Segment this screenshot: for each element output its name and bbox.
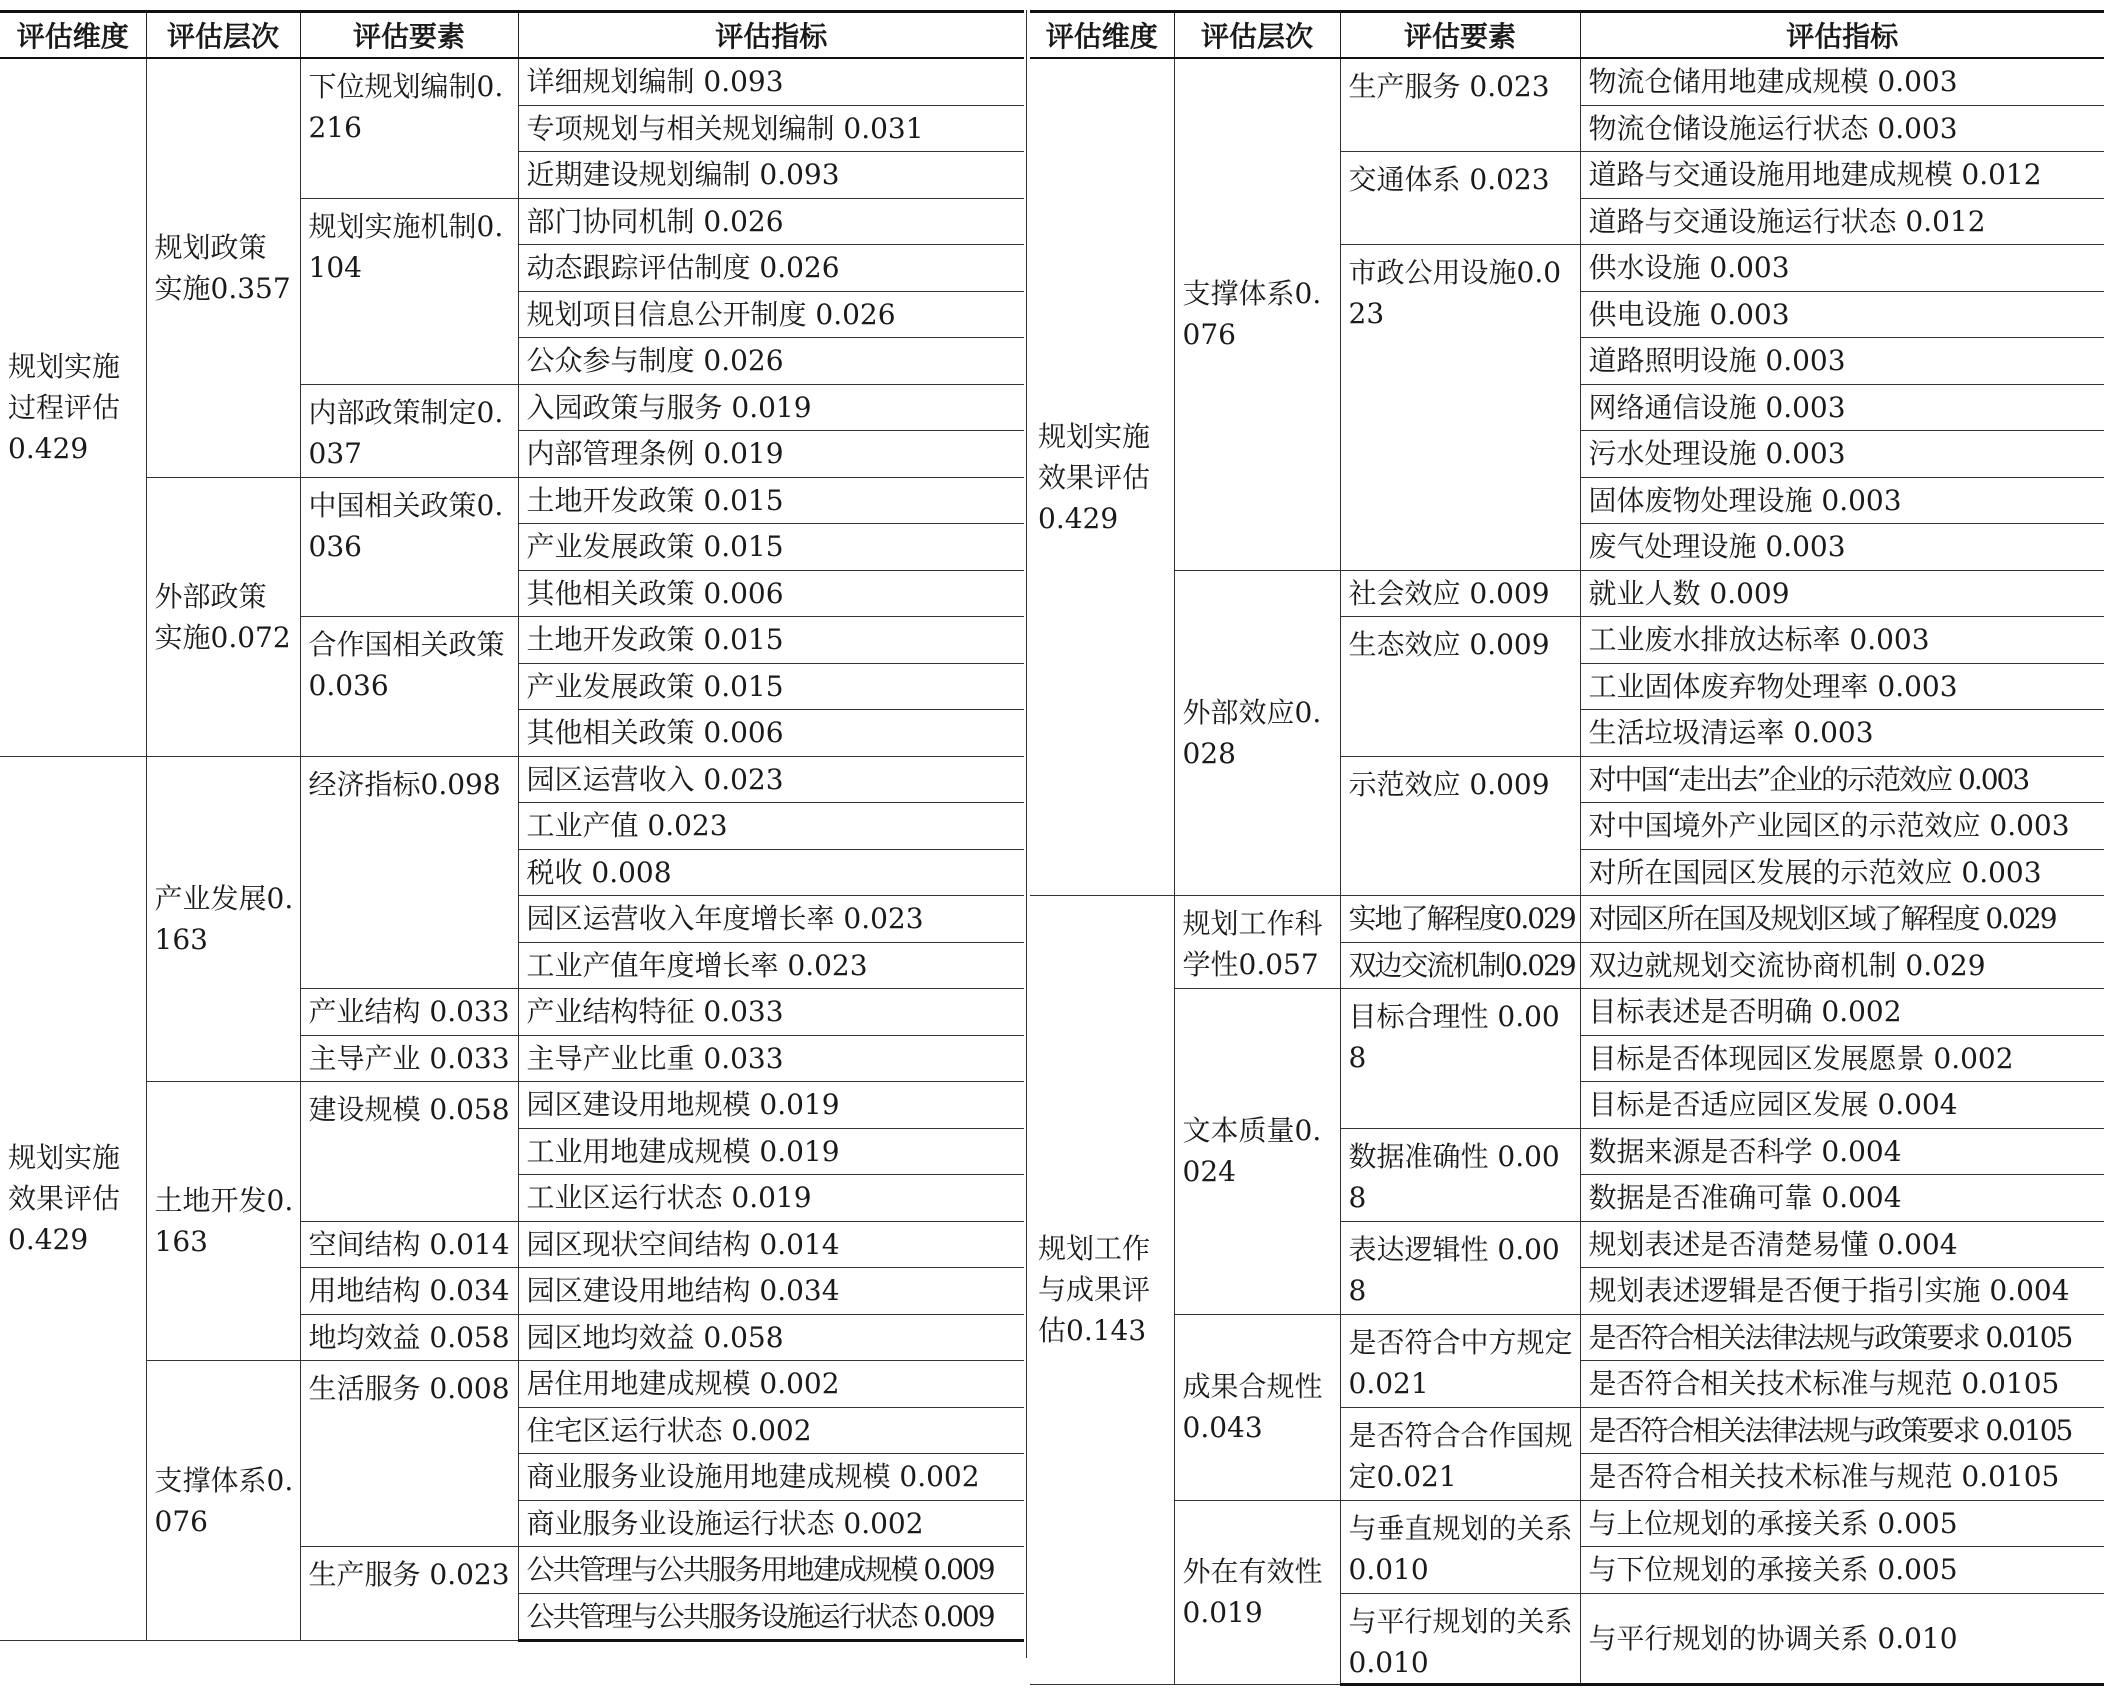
indicator-cell: 工业产值年度增长率 0.023 [518, 942, 1024, 989]
element-cell: 地均效益 0.058 [300, 1314, 518, 1361]
level-cell: 支撑体系0.076 [1174, 58, 1340, 570]
level-cell: 外部政策实施0.072 [146, 477, 300, 756]
indicator-cell: 目标是否体现园区发展愿景 0.002 [1580, 1035, 2104, 1082]
indicator-cell: 污水处理设施 0.003 [1580, 431, 2104, 478]
header-row [0, 12, 1024, 59]
header-row [1030, 12, 2104, 59]
indicator-cell: 是否符合相关技术标准与规范 0.0105 [1580, 1361, 2104, 1408]
element-cell: 数据准确性 0.008 [1340, 1128, 1580, 1221]
level-cell: 土地开发0.163 [146, 1082, 300, 1361]
indicator-cell: 内部管理条例 0.019 [518, 431, 1024, 478]
element-cell: 内部政策制定0.037 [300, 384, 518, 477]
indicator-cell: 园区现状空间结构 0.014 [518, 1221, 1024, 1268]
indicator-cell: 其他相关政策 0.006 [518, 570, 1024, 617]
indicator-cell: 近期建设规划编制 0.093 [518, 152, 1024, 199]
indicator-cell: 就业人数 0.009 [1580, 570, 2104, 617]
level-cell: 规划工作科学性0.057 [1174, 896, 1340, 989]
element-cell: 建设规模 0.058 [300, 1082, 518, 1222]
header-level: 评估层次 [1174, 12, 1340, 59]
indicator-cell: 公众参与制度 0.026 [518, 338, 1024, 385]
element-cell: 表达逻辑性 0.008 [1340, 1221, 1580, 1314]
element-cell: 生产服务 0.023 [1340, 58, 1580, 152]
indicator-cell: 住宅区运行状态 0.002 [518, 1407, 1024, 1454]
indicator-cell: 对所在国园区发展的示范效应 0.003 [1580, 849, 2104, 896]
element-cell: 市政公用设施0.023 [1340, 245, 1580, 571]
indicator-cell: 固体废物处理设施 0.003 [1580, 477, 2104, 524]
indicator-cell: 园区运营收入年度增长率 0.023 [518, 896, 1024, 943]
element-cell: 是否符合合作国规定0.021 [1340, 1407, 1580, 1500]
indicator-cell: 与上位规划的承接关系 0.005 [1580, 1500, 2104, 1547]
level-cell: 支撑体系0.076 [146, 1361, 300, 1641]
element-cell: 与垂直规划的关系0.010 [1340, 1500, 1580, 1593]
indicator-cell: 目标表述是否明确 0.002 [1580, 989, 2104, 1036]
indicator-cell: 园区运营收入 0.023 [518, 756, 1024, 803]
element-cell: 空间结构 0.014 [300, 1221, 518, 1268]
element-cell: 生态效应 0.009 [1340, 617, 1580, 757]
table-row [1030, 896, 2104, 943]
element-cell: 规划实施机制0.104 [300, 198, 518, 384]
table-row [1030, 1500, 2104, 1547]
header-element: 评估要素 [300, 12, 518, 59]
indicator-cell: 网络通信设施 0.003 [1580, 384, 2104, 431]
element-cell: 中国相关政策0.036 [300, 477, 518, 617]
indicator-cell: 部门协同机制 0.026 [518, 198, 1024, 245]
table-row [0, 58, 1024, 105]
element-cell: 经济指标0.098 [300, 756, 518, 989]
element-cell: 社会效应 0.009 [1340, 570, 1580, 617]
indicator-cell: 专项规划与相关规划编制 0.031 [518, 105, 1024, 152]
dimension-cell: 规划实施效果评估0.429 [0, 756, 146, 1641]
indicator-cell: 与平行规划的协调关系 0.010 [1580, 1593, 2104, 1684]
indicator-cell: 双边就规划交流协商机制 0.029 [1580, 942, 2104, 989]
indicator-cell: 规划项目信息公开制度 0.026 [518, 291, 1024, 338]
indicator-cell: 是否符合相关法律法规与政策要求 0.0105 [1580, 1314, 2104, 1361]
indicator-cell: 园区地均效益 0.058 [518, 1314, 1024, 1361]
indicator-cell: 与下位规划的承接关系 0.005 [1580, 1547, 2104, 1594]
element-cell: 下位规划编制0.216 [300, 58, 518, 198]
indicator-cell: 园区建设用地规模 0.019 [518, 1082, 1024, 1129]
element-cell: 合作国相关政策0.036 [300, 617, 518, 757]
table-row [1030, 1314, 2104, 1361]
indicator-cell: 规划表述是否清楚易懂 0.004 [1580, 1221, 2104, 1268]
indicator-cell: 商业服务业设施用地建成规模 0.002 [518, 1454, 1024, 1501]
header-element: 评估要素 [1340, 12, 1580, 59]
indicator-cell: 道路与交通设施运行状态 0.012 [1580, 198, 2104, 245]
table-row [1030, 989, 2104, 1036]
indicator-cell: 产业发展政策 0.015 [518, 663, 1024, 710]
indicator-cell: 废气处理设施 0.003 [1580, 524, 2104, 571]
level-cell: 外在有效性0.019 [1174, 1500, 1340, 1684]
evaluation-table-left [0, 10, 1024, 1642]
indicator-cell: 详细规划编制 0.093 [518, 58, 1024, 105]
level-cell: 成果合规性0.043 [1174, 1314, 1340, 1500]
header-dimension: 评估维度 [1030, 12, 1174, 59]
element-cell: 用地结构 0.034 [300, 1268, 518, 1315]
indicator-cell: 土地开发政策 0.015 [518, 477, 1024, 524]
header-dimension: 评估维度 [0, 12, 146, 59]
indicator-cell: 供水设施 0.003 [1580, 245, 2104, 292]
indicator-cell: 对中国“走出去”企业的示范效应 0.003 [1580, 756, 2104, 803]
indicator-cell: 税收 0.008 [518, 849, 1024, 896]
indicator-cell: 产业发展政策 0.015 [518, 524, 1024, 571]
indicator-cell: 道路与交通设施用地建成规模 0.012 [1580, 152, 2104, 199]
indicator-cell: 公共管理与公共服务用地建成规模 0.009 [518, 1547, 1024, 1594]
indicator-cell: 工业产值 0.023 [518, 803, 1024, 850]
table-row [0, 756, 1024, 803]
indicator-cell: 工业固体废弃物处理率 0.003 [1580, 663, 2104, 710]
table-row [0, 477, 1024, 524]
header-indicator: 评估指标 [518, 12, 1024, 59]
table-row [1030, 58, 2104, 105]
indicator-cell: 入园政策与服务 0.019 [518, 384, 1024, 431]
header-indicator: 评估指标 [1580, 12, 2104, 59]
indicator-cell: 工业废水排放达标率 0.003 [1580, 617, 2104, 664]
element-cell: 是否符合中方规定0.021 [1340, 1314, 1580, 1407]
indicator-cell: 数据是否准确可靠 0.004 [1580, 1175, 2104, 1222]
element-cell: 示范效应 0.009 [1340, 756, 1580, 896]
indicator-cell: 工业区运行状态 0.019 [518, 1175, 1024, 1222]
evaluation-table-right [1030, 10, 2104, 1686]
indicator-cell: 是否符合相关技术标准与规范 0.0105 [1580, 1454, 2104, 1501]
level-cell: 文本质量0.024 [1174, 989, 1340, 1315]
table-row [1030, 570, 2104, 617]
element-cell: 实地了解程度0.029 [1340, 896, 1580, 943]
element-cell: 交通体系 0.023 [1340, 152, 1580, 245]
level-cell: 外部效应0.028 [1174, 570, 1340, 896]
header-level: 评估层次 [146, 12, 300, 59]
element-cell: 与平行规划的关系0.010 [1340, 1593, 1580, 1684]
dimension-cell: 规划实施效果评估0.429 [1030, 58, 1174, 896]
indicator-cell: 物流仓储设施运行状态 0.003 [1580, 105, 2104, 152]
indicator-cell: 供电设施 0.003 [1580, 291, 2104, 338]
indicator-cell: 产业结构特征 0.033 [518, 989, 1024, 1036]
element-cell: 目标合理性 0.008 [1340, 989, 1580, 1129]
dimension-cell: 规划实施过程评估0.429 [0, 58, 146, 756]
indicator-cell: 其他相关政策 0.006 [518, 710, 1024, 757]
level-cell: 规划政策实施0.357 [146, 58, 300, 477]
indicator-cell: 规划表述逻辑是否便于指引实施 0.004 [1580, 1268, 2104, 1315]
indicator-cell: 生活垃圾清运率 0.003 [1580, 710, 2104, 757]
element-cell: 主导产业 0.033 [300, 1035, 518, 1082]
dimension-cell: 规划工作与成果评估0.143 [1030, 896, 1174, 1685]
indicator-cell: 土地开发政策 0.015 [518, 617, 1024, 664]
indicator-cell: 公共管理与公共服务设施运行状态 0.009 [518, 1593, 1024, 1641]
indicator-cell: 工业用地建成规模 0.019 [518, 1128, 1024, 1175]
indicator-cell: 主导产业比重 0.033 [518, 1035, 1024, 1082]
element-cell: 生产服务 0.023 [300, 1547, 518, 1641]
level-cell: 产业发展0.163 [146, 756, 300, 1082]
table-row [0, 1361, 1024, 1408]
indicator-cell: 对园区所在国及规划区域了解程度 0.029 [1580, 896, 2104, 943]
indicator-cell: 物流仓储用地建成规模 0.003 [1580, 58, 2104, 105]
element-cell: 生活服务 0.008 [300, 1361, 518, 1547]
indicator-cell: 商业服务业设施运行状态 0.002 [518, 1500, 1024, 1547]
indicator-cell: 园区建设用地结构 0.034 [518, 1268, 1024, 1315]
table-row [0, 1082, 1024, 1129]
indicator-cell: 动态跟踪评估制度 0.026 [518, 245, 1024, 292]
indicator-cell: 对中国境外产业园区的示范效应 0.003 [1580, 803, 2104, 850]
table-divider [1026, 10, 1027, 1658]
element-cell: 双边交流机制0.029 [1340, 942, 1580, 989]
indicator-cell: 居住用地建成规模 0.002 [518, 1361, 1024, 1408]
element-cell: 产业结构 0.033 [300, 989, 518, 1036]
indicator-cell: 目标是否适应园区发展 0.004 [1580, 1082, 2104, 1129]
indicator-cell: 数据来源是否科学 0.004 [1580, 1128, 2104, 1175]
indicator-cell: 道路照明设施 0.003 [1580, 338, 2104, 385]
indicator-cell: 是否符合相关法律法规与政策要求 0.0105 [1580, 1407, 2104, 1454]
